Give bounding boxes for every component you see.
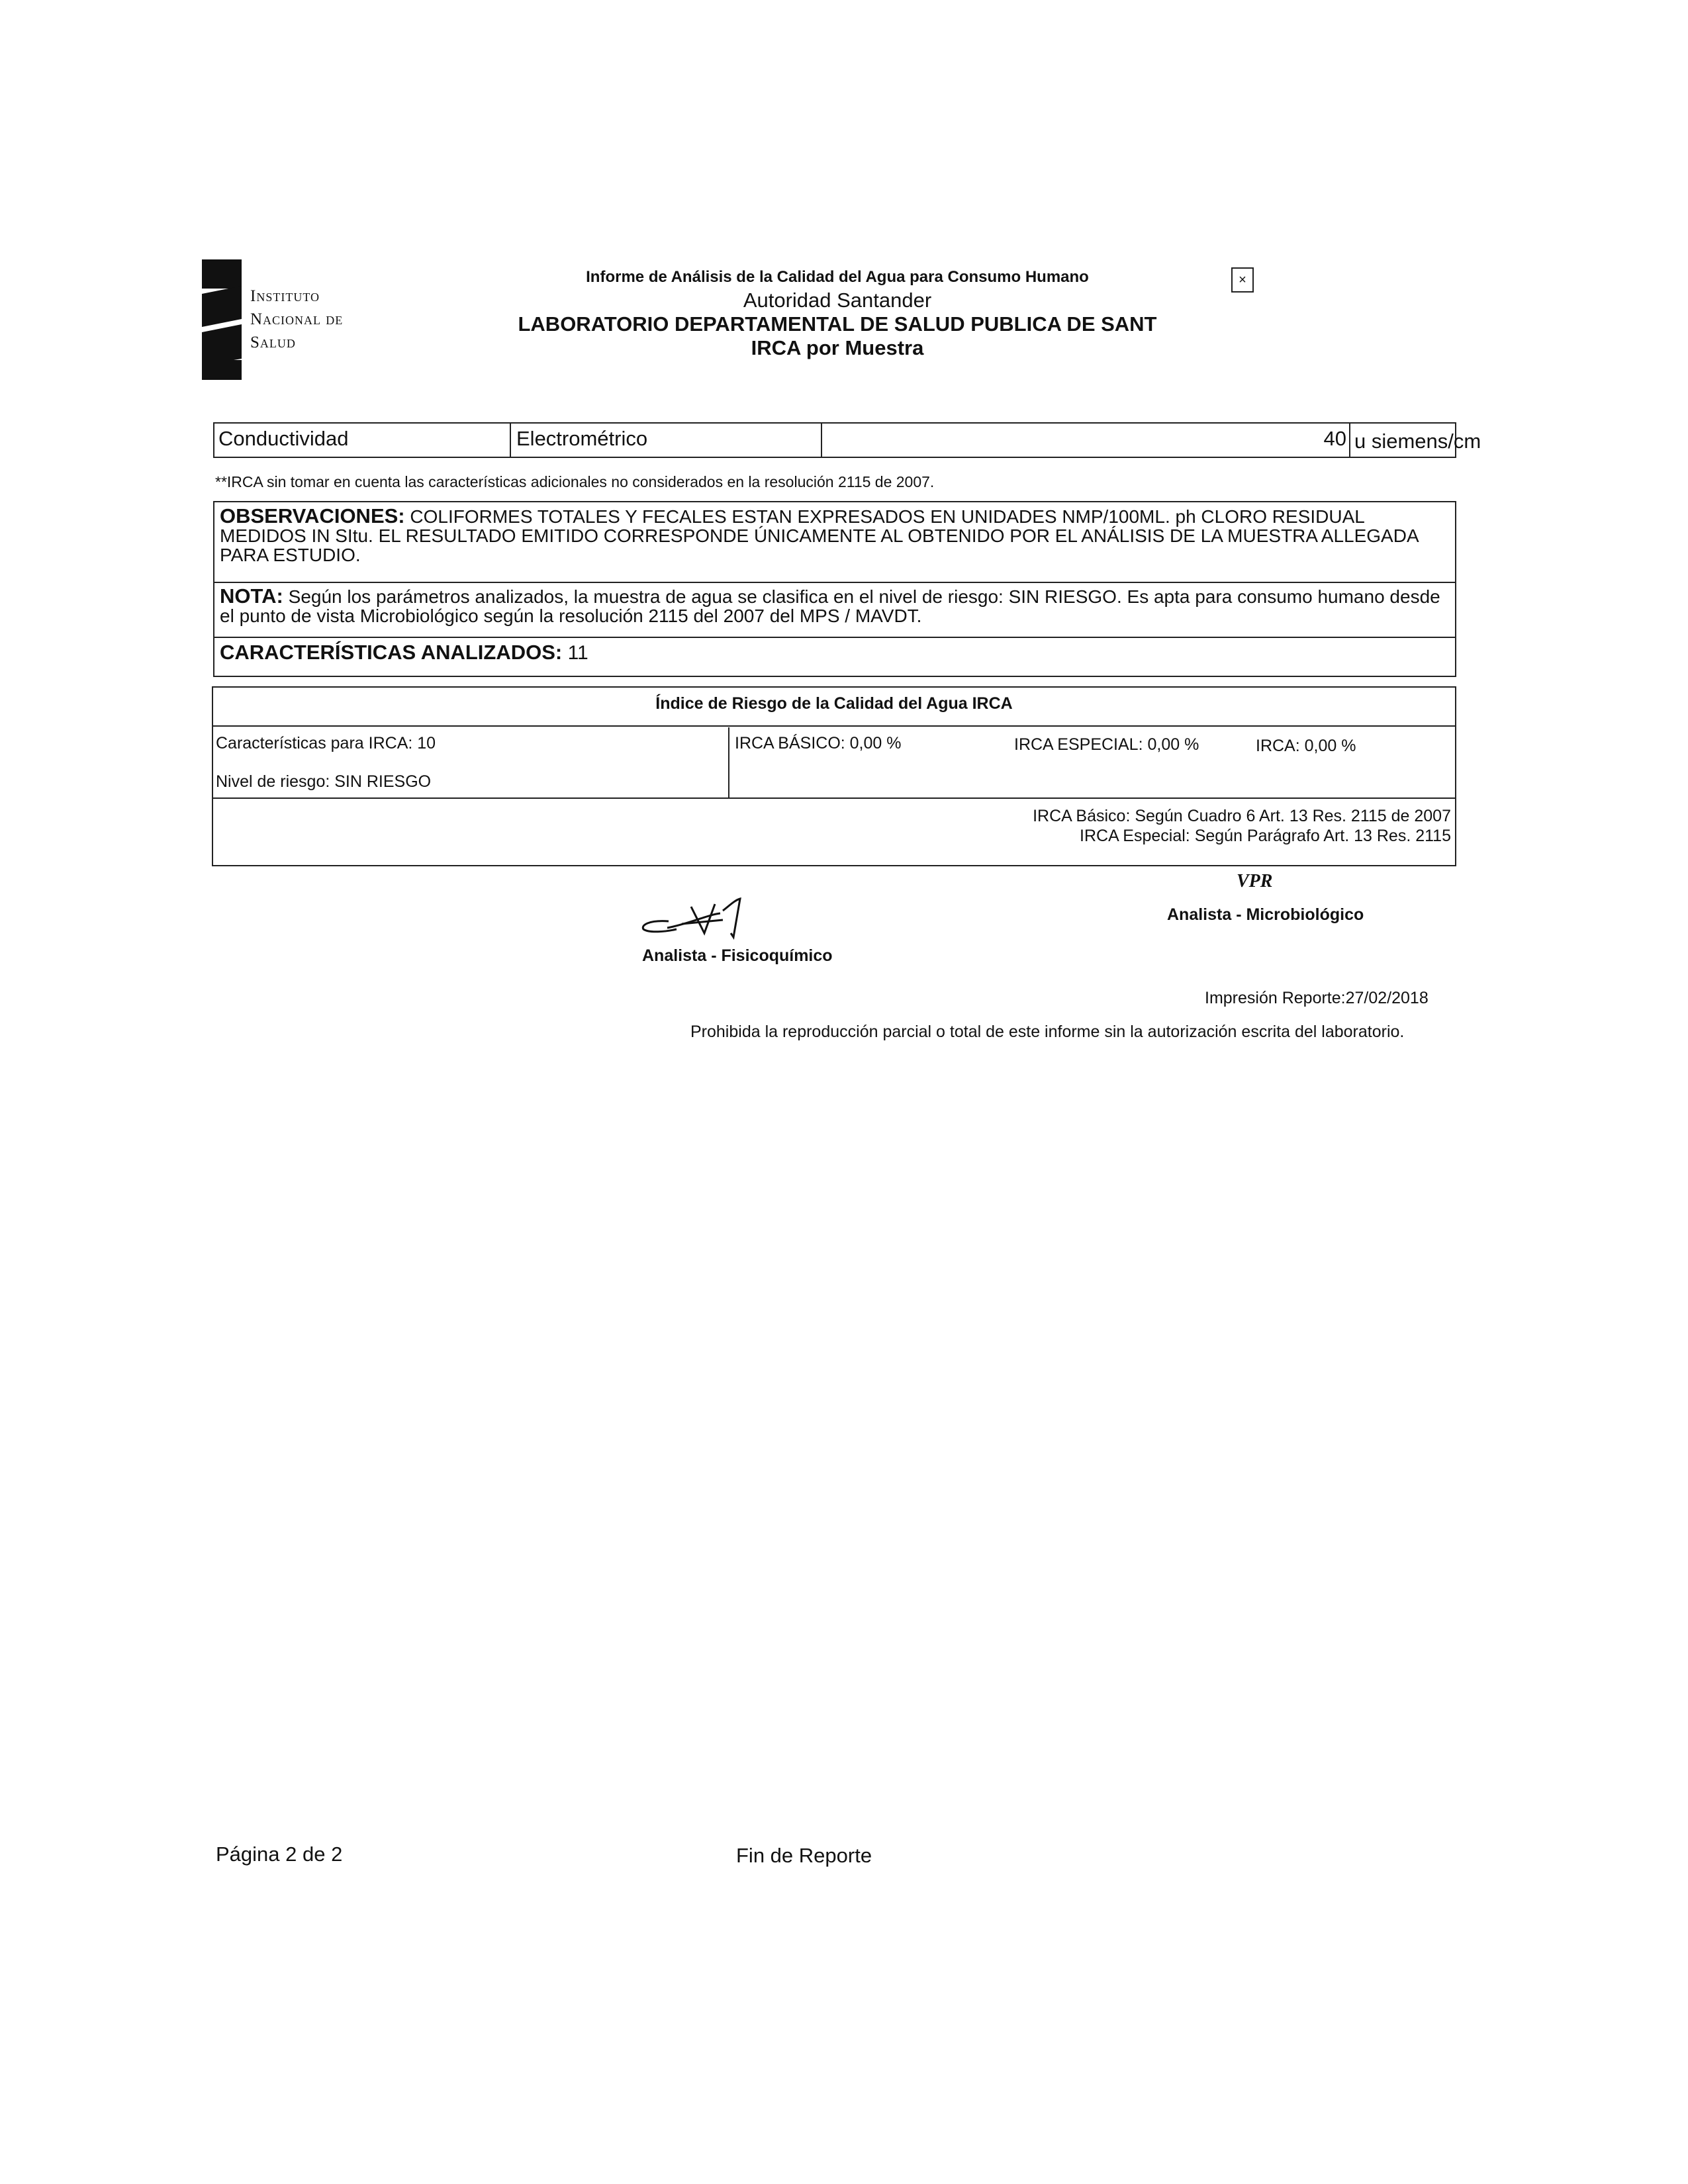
divider: [213, 725, 1455, 727]
nota-label: NOTA:: [220, 584, 283, 608]
print-date: Impresión Reporte:27/02/2018: [1205, 989, 1429, 1007]
characteristics-count: [220, 641, 588, 664]
micro-initials: VPR: [1237, 871, 1273, 891]
close-icon: ×: [1231, 267, 1254, 293]
unit-cell: u siemens/cm: [1354, 430, 1481, 453]
divider: [214, 637, 1455, 638]
nota-text: [220, 586, 1451, 625]
observations-text: [220, 506, 1451, 565]
report-type: IRCA por Muestra: [751, 336, 924, 359]
row-divider: [510, 424, 511, 457]
irca-risk-level: Nivel de riesgo: SIN RIESGO: [216, 772, 432, 791]
signature-image: [635, 895, 768, 945]
irca-characteristics: Características para IRCA: 10: [216, 734, 436, 752]
logo-line-1: Instituto: [250, 287, 320, 305]
observations-box: [213, 501, 1456, 677]
nota-body: Según los parámetros analizados, la muestra de agua se clasifica en el nivel de riesgo: SIN RIESGO. Es apta para consumo humano desde el punto de vista Microbiológico según la resolución 2115 del 2007 del MPS / MAVDT.: [220, 586, 1440, 626]
irca-box: [212, 686, 1456, 866]
ins-logo-icon: [202, 259, 242, 380]
disclaimer: Prohibida la reproducción parcial o total de este informe sin la autorización escrita del laboratorio.: [690, 1023, 1405, 1041]
characteristics-label: CARACTERÍSTICAS ANALIZADOS:: [220, 641, 563, 664]
irca-ref-special: IRCA Especial: Según Parágrafo Art. 13 Res. 2115: [1080, 827, 1451, 845]
page-number: Página 2 de 2: [216, 1843, 343, 1866]
authority-name: Autoridad Santander: [743, 289, 932, 312]
observations-label: OBSERVACIONES:: [220, 504, 405, 527]
irca-basic: IRCA BÁSICO: 0,00 %: [735, 734, 902, 752]
divider: [213, 797, 1455, 799]
observations-body: COLIFORMES TOTALES Y FECALES ESTAN EXPRESADOS EN UNIDADES NMP/100ML. ph CLORO RESIDUAL MEDIDOS IN SItu. EL RESULTADO EMITIDO CORRESPONDE ÚNICAMENTE AL OBTENIDO POR EL ANÁLISIS DE LA MUESTRA ALLEGADA PARA ESTUDIO.: [220, 506, 1419, 565]
irca-title: Índice de Riesgo de la Calidad del Agua IRCA: [655, 694, 1013, 713]
irca-total: IRCA: 0,00 %: [1256, 737, 1356, 755]
irca-divider: [728, 727, 729, 797]
result-row: [213, 422, 1481, 458]
irca-special: IRCA ESPECIAL: 0,00 %: [1014, 735, 1199, 754]
method-cell: Electrométrico: [516, 427, 648, 450]
row-divider: [1349, 424, 1350, 457]
analyst-micro-label: Analista - Microbiológico: [1167, 905, 1364, 924]
report-subtitle: Informe de Análisis de la Calidad del Agua para Consumo Humano: [586, 268, 1089, 286]
logo-line-2: Nacional de: [250, 310, 344, 328]
irca-ref-basic: IRCA Básico: Según Cuadro 6 Art. 13 Res. 2115 de 2007: [1033, 807, 1451, 825]
characteristic-cell: Conductividad: [218, 427, 349, 450]
row-divider: [821, 424, 822, 457]
irca-footnote: **IRCA sin tomar en cuenta las características adicionales no considerados en la resolución 2115 de 2007.: [215, 473, 935, 490]
divider: [214, 582, 1455, 583]
value-cell: 40: [1323, 427, 1346, 450]
logo-text: [250, 285, 343, 354]
characteristics-value: 11: [562, 642, 588, 664]
analyst-fisico-label: Analista - Fisicoquímico: [642, 946, 833, 965]
end-of-report: Fin de Reporte: [736, 1844, 872, 1867]
logo-line-3: Salud: [250, 334, 296, 351]
laboratory-name: LABORATORIO DEPARTAMENTAL DE SALUD PUBLICA DE SANT: [518, 312, 1157, 336]
